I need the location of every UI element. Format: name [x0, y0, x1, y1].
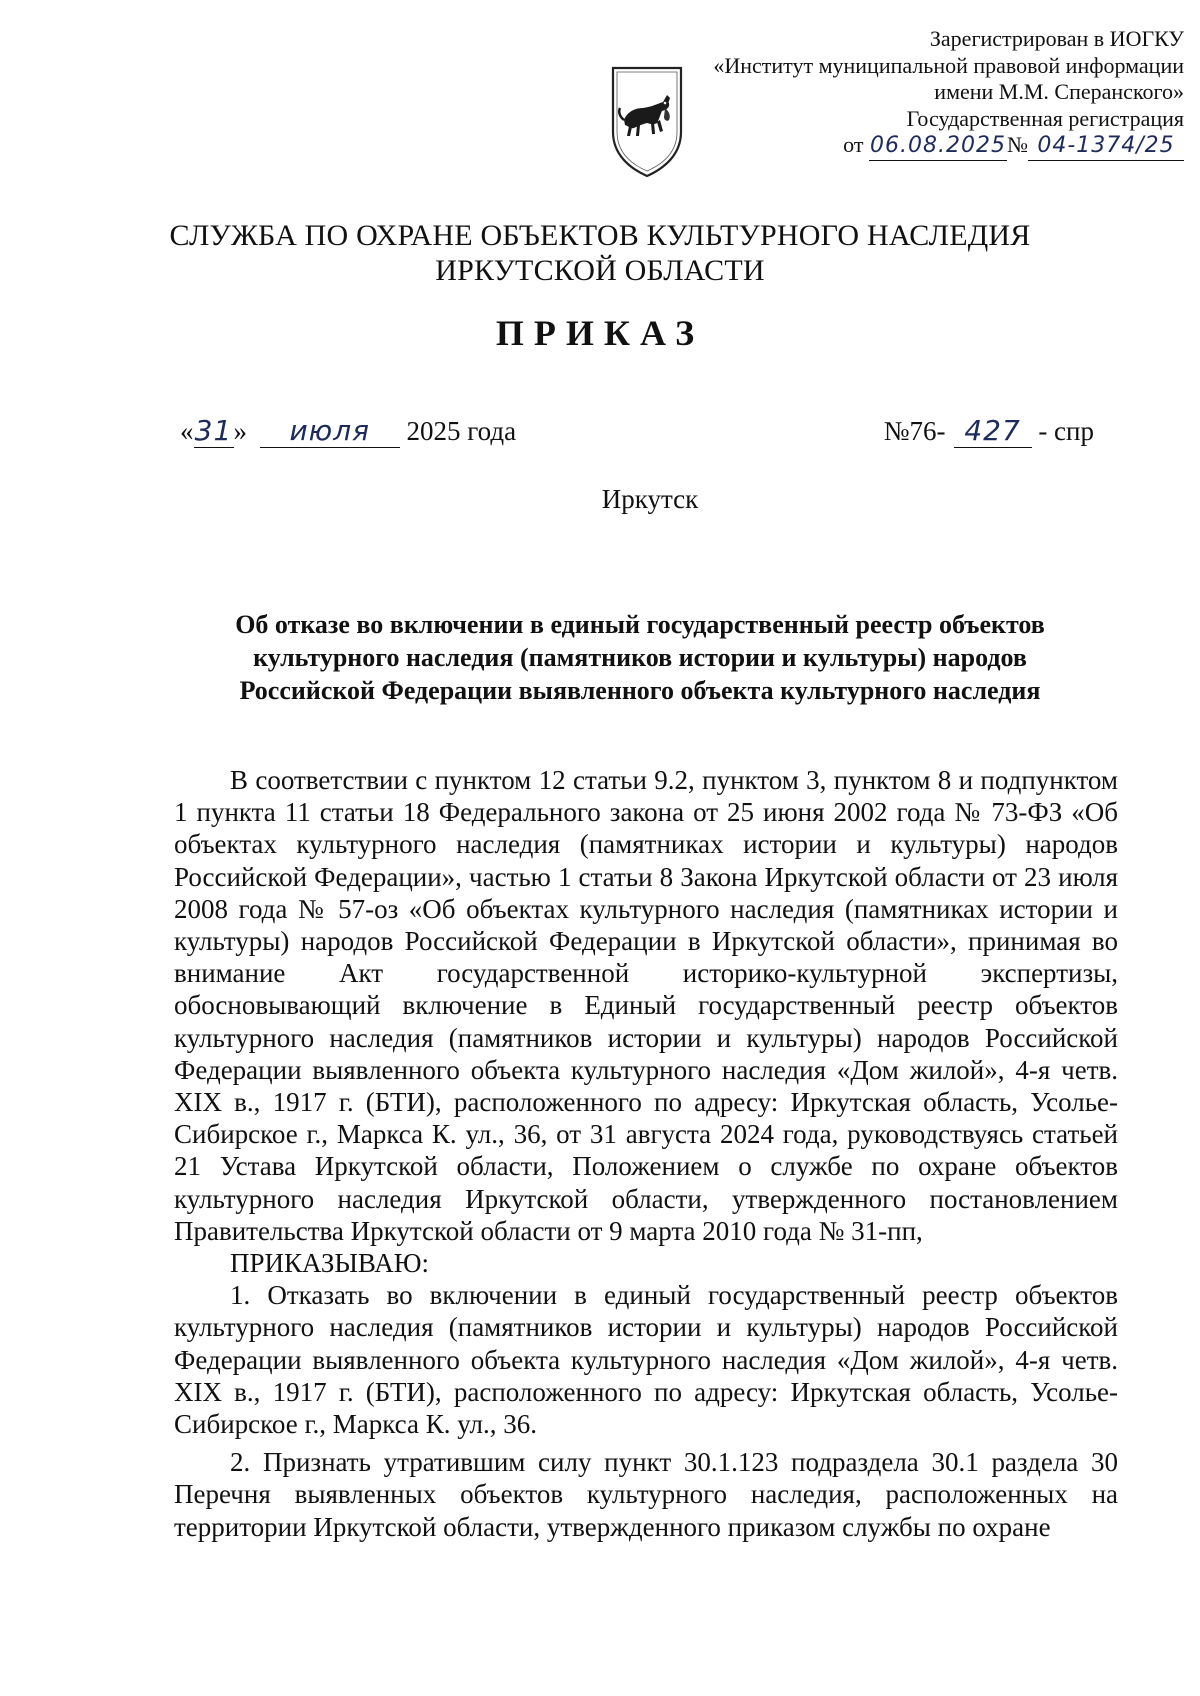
- order-number-prefix: №76-: [883, 416, 946, 446]
- agency-name-line-1: СЛУЖБА ПО ОХРАНЕ ОБЪЕКТОВ КУЛЬТУРНОГО НАСЛЕДИЯ: [169, 219, 1031, 252]
- registration-number-prefix: №: [1007, 132, 1028, 157]
- order-city: Иркутск: [601, 484, 699, 514]
- registration-line-1: Зарегистрирован в ИОГКУ: [929, 26, 1184, 51]
- order-date-year: 2025 года: [406, 416, 517, 446]
- order-subject-line-3: Российской Федерации выявленного объекта культурного наследия: [239, 676, 1041, 705]
- order-date-quote-open: «: [180, 416, 194, 446]
- registration-date-prefix: от: [843, 132, 864, 157]
- agency-name-line-2: ИРКУТСКОЙ ОБЛАСТИ: [435, 254, 765, 287]
- order-date-number-row: [180, 414, 1094, 454]
- order-item-2: 2. Признать утратившим силу пункт 30.1.123 подраздела 30.1 раздела 30 Перечня выявленных объектов культурного наследия, расположенных на территории Иркутской области, утвержденного приказом службы по охране: [174, 1447, 1118, 1542]
- order-number: [884, 414, 1094, 448]
- registration-date-value: 06.08.2025: [869, 133, 1007, 161]
- irkutsk-coat-of-arms-icon: [607, 62, 687, 180]
- order-body: [174, 764, 1118, 1543]
- order-subject-line-2: культурного наследия (памятников истории и культуры) народов: [253, 643, 1027, 672]
- order-word: ПРИКАЗЫВАЮ:: [230, 1248, 429, 1279]
- order-date-day: 31: [194, 414, 233, 447]
- registration-line-4: Государственная регистрация: [906, 105, 1184, 131]
- order-date: [180, 414, 516, 448]
- registration-line-2: «Институт муниципальной правовой информации: [713, 52, 1184, 78]
- order-date-quote-close: »: [233, 416, 247, 446]
- document-type-title: ПРИКАЗ: [495, 313, 705, 353]
- agency-name: [0, 218, 1200, 288]
- order-preamble: В соответствии с пунктом 12 статьи 9.2, пунктом 3, пунктом 8 и подпунктом 1 пункта 11 статьи 18 Федерального закона от 25 июня 2002 года № 73-ФЗ «Об объектах культурного наследия (памятниках истории и культуры) народов Российской Федерации», частью 1 статьи 8 Закона Иркутской области от 23 июля 2008 года № 57-оз «Об объектах культурного наследия (памятниках истории и культуры) народов Российской Федерации в Иркутской области», принимая во внимание Акт государственной историко-культурной экспертизы, обосновывающий включение в Единый государственный реестр объектов культурного наследия (памятников истории и культуры) народов Российской Федерации выявленного объекта культурного наследия «Дом жилой», 4-я четв. XIX в., 1917 г. (БТИ), расположенного по адресу: Иркутская область, Усолье-Сибирское г., Маркса К. ул., 36, от 31 августа 2024 года, руководствуясь статьей 21 Устава Иркутской области, Положением о службе по охране объектов культурного наследия Иркутской области, утвержденного постановлением Правительства Иркутской области от 9 марта 2010 года № 31-пп,: [174, 765, 1118, 1246]
- registration-number-value: 04-1374/25: [1028, 133, 1184, 161]
- registration-stamp: [664, 26, 1184, 161]
- registration-line-3: имени М.М. Сперанского»: [934, 79, 1184, 104]
- order-number-suffix: - спр: [1038, 416, 1094, 446]
- order-date-month: июля: [260, 414, 400, 448]
- order-number-value: 427: [954, 414, 1032, 448]
- registration-date-number: [664, 132, 1184, 161]
- order-subject: [180, 608, 1100, 707]
- order-subject-line-1: Об отказе во включении в единый государственный реестр объектов: [235, 610, 1045, 639]
- order-item-1: 1. Отказать во включении в единый государственный реестр объектов культурного наследия (памятников истории и культуры) народов Российской Федерации выявленного объекта культурного наследия «Дом жилой», 4-я четв. XIX в., 1917 г. (БТИ), расположенного по адресу: Иркутская область, Усолье-Сибирское г., Маркса К. ул., 36.: [174, 1280, 1118, 1440]
